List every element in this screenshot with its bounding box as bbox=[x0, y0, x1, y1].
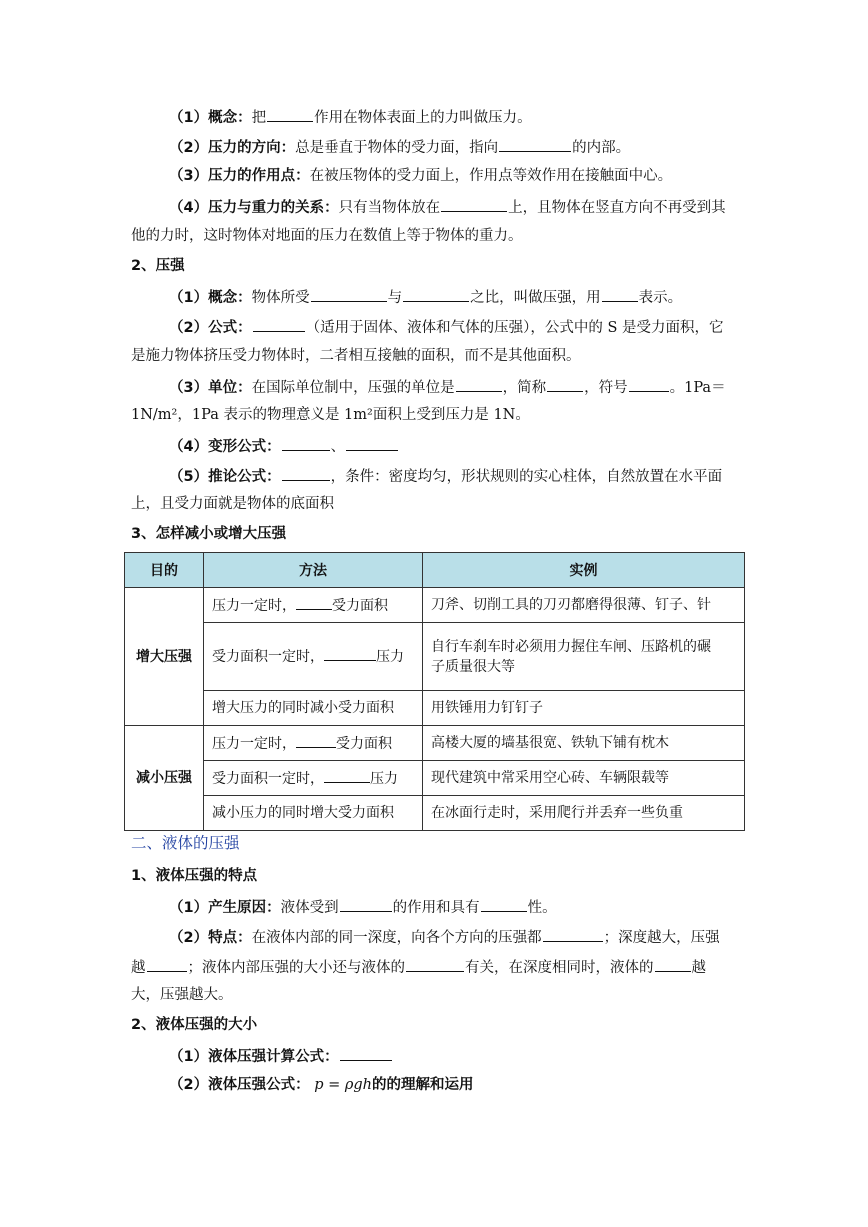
text: 只有当物体放在 bbox=[338, 200, 441, 216]
answer-blank[interactable] bbox=[543, 926, 603, 942]
header-example: 实例 bbox=[423, 553, 745, 588]
text: 压力一定时， bbox=[212, 597, 296, 614]
text: 压力一定时， bbox=[212, 735, 296, 752]
text: 压力 bbox=[370, 770, 398, 787]
liquid-formula-usage bbox=[169, 1075, 474, 1095]
example-cell: 高楼大厦的墙基很宽、铁轨下铺有枕木 bbox=[423, 726, 745, 761]
pressure-inferred-formula-cont bbox=[131, 494, 334, 514]
pressure-force-concept bbox=[169, 106, 532, 128]
header-purpose: 目的 bbox=[125, 553, 204, 588]
text: 。1Pa＝ bbox=[669, 380, 726, 396]
text: ，简称 bbox=[502, 380, 547, 396]
heading-pressure: 2、压强 bbox=[131, 258, 185, 274]
label: （2）公式： bbox=[169, 320, 252, 336]
text: 受力面积 bbox=[336, 735, 392, 752]
liquid-features-cont bbox=[131, 956, 706, 978]
label: （1）产生原因： bbox=[169, 900, 281, 916]
header-method: 方法 bbox=[204, 553, 423, 588]
text: 受力面积 bbox=[332, 597, 388, 614]
method-cell bbox=[204, 588, 423, 623]
method-cell: 增大压力的同时减小受力面积 bbox=[204, 691, 423, 726]
answer-blank[interactable] bbox=[481, 896, 527, 912]
label: （2）液体压强公式： bbox=[169, 1077, 310, 1093]
formula-p-rho-g-h: p = ρgh bbox=[314, 1077, 372, 1093]
answer-blank[interactable] bbox=[296, 595, 332, 610]
text: 越 bbox=[691, 960, 706, 976]
table-row bbox=[125, 623, 745, 691]
text: 受力面积一定时， bbox=[212, 770, 324, 787]
label: （4）压力与重力的关系： bbox=[169, 200, 339, 216]
text: 受力面积一定时， bbox=[212, 649, 324, 665]
text: 是施力物体挤压受力物体时，二者相互接触的面积，而不是其他面积。 bbox=[131, 348, 581, 364]
pressure-gravity-relation-cont bbox=[131, 226, 523, 246]
text: 在国际单位制中，压强的单位是 bbox=[251, 380, 455, 396]
label: （3）压力的作用点： bbox=[169, 168, 310, 184]
answer-blank[interactable] bbox=[340, 1045, 392, 1061]
answer-blank[interactable] bbox=[403, 286, 469, 302]
method-cell: 减小压力的同时增大受力面积 bbox=[204, 796, 423, 831]
answer-blank[interactable] bbox=[282, 465, 330, 481]
heading-liquid-magnitude: 2、液体压强的大小 bbox=[131, 1017, 258, 1033]
text: 物体所受 bbox=[251, 290, 310, 306]
table-row bbox=[125, 726, 745, 761]
pressure-formula-cont bbox=[131, 346, 581, 366]
method-cell bbox=[204, 623, 423, 691]
method-cell bbox=[204, 761, 423, 796]
answer-blank[interactable] bbox=[629, 376, 669, 392]
heading-liquid-features: 1、液体压强的特点 bbox=[131, 868, 258, 884]
text: 1N/m²，1Pa 表示的物理意义是 1m²面积上受到压力是 1N。 bbox=[131, 407, 530, 423]
answer-blank[interactable] bbox=[267, 106, 313, 122]
increase-pressure-cell: 增大压强 bbox=[125, 588, 204, 726]
label: （1）概念： bbox=[169, 290, 252, 306]
answer-blank[interactable] bbox=[296, 733, 336, 748]
text: ，符号 bbox=[584, 380, 628, 396]
text: 大，压强越大。 bbox=[131, 987, 233, 1003]
pressure-force-direction bbox=[169, 136, 630, 158]
text: ；深度越大，压强 bbox=[603, 930, 720, 946]
text: （适用于固体、液体和气体的压强），公式中的 S 是受力面积，它 bbox=[305, 320, 724, 336]
text: 液体受到 bbox=[280, 900, 339, 916]
liquid-calc-formula bbox=[169, 1045, 393, 1067]
text: 在液体内部的同一深度，向各个方向的压强都 bbox=[251, 930, 542, 946]
answer-blank[interactable] bbox=[406, 956, 464, 972]
answer-blank[interactable] bbox=[324, 646, 376, 661]
text: ；液体内部压强的大小还与液体的 bbox=[187, 960, 405, 976]
answer-blank[interactable] bbox=[602, 286, 638, 302]
table-row bbox=[125, 761, 745, 796]
pressure-derived-formulas bbox=[169, 435, 399, 457]
answer-blank[interactable] bbox=[340, 896, 392, 912]
text: 越 bbox=[131, 960, 146, 976]
pressure-inferred-formula bbox=[169, 465, 722, 487]
pressure-gravity-relation bbox=[169, 196, 726, 218]
text: 作用在物体表面上的力叫做压力。 bbox=[314, 110, 532, 126]
text: 性。 bbox=[527, 900, 557, 916]
pressure-force-point bbox=[169, 166, 672, 186]
table-row bbox=[125, 796, 745, 831]
answer-blank[interactable] bbox=[547, 376, 583, 392]
answer-blank[interactable] bbox=[147, 956, 187, 972]
label: （1）液体压强计算公式： bbox=[169, 1049, 339, 1065]
text: 表示。 bbox=[638, 290, 683, 306]
pressure-unit bbox=[169, 376, 726, 398]
answer-blank[interactable] bbox=[282, 435, 330, 451]
text: 与 bbox=[387, 290, 403, 306]
text: 的作用和具有 bbox=[392, 900, 480, 916]
text: 子质量很大等 bbox=[431, 658, 515, 675]
text: 自行车刹车时必须用力握住车闸、压路机的碾 bbox=[431, 638, 711, 655]
text: 他的力时，这时物体对地面的压力在数值上等于物体的重力。 bbox=[131, 228, 523, 244]
answer-blank[interactable] bbox=[311, 286, 387, 302]
heading-change-pressure: 3、怎样减小或增大压强 bbox=[131, 526, 287, 542]
example-cell: 现代建筑中常采用空心砖、车辆限载等 bbox=[423, 761, 745, 796]
label: （3）单位： bbox=[169, 380, 252, 396]
liquid-features-end bbox=[131, 985, 233, 1005]
answer-blank[interactable] bbox=[324, 768, 370, 783]
text: ，条件：密度均匀，形状规则的实心柱体，自然放置在水平面 bbox=[330, 469, 723, 485]
answer-blank[interactable] bbox=[441, 196, 507, 212]
decrease-pressure-cell: 减小压强 bbox=[125, 726, 204, 831]
text: 的内部。 bbox=[572, 140, 631, 156]
text: 上，且物体在竖直方向不再受到其 bbox=[508, 200, 726, 216]
label: （4）变形公式： bbox=[169, 439, 281, 455]
table-row bbox=[125, 691, 745, 726]
pressure-unit-cont bbox=[131, 405, 530, 425]
text: 有关，在深度相同时，液体的 bbox=[465, 960, 654, 976]
pressure-formula bbox=[169, 316, 724, 338]
example-cell bbox=[423, 623, 745, 691]
liquid-features bbox=[169, 926, 720, 948]
answer-blank[interactable] bbox=[655, 956, 691, 972]
text: 压力 bbox=[376, 649, 404, 665]
answer-blank[interactable] bbox=[456, 376, 502, 392]
pressure-concept bbox=[169, 286, 682, 308]
text: 上，且受力面就是物体的底面积 bbox=[131, 496, 334, 512]
text: 把 bbox=[251, 110, 267, 126]
example-cell: 用铁锤用力钉钉子 bbox=[423, 691, 745, 726]
label: （2）压力的方向： bbox=[169, 140, 296, 156]
text: 总是垂直于物体的受力面，指向 bbox=[295, 140, 499, 156]
label: （2）特点： bbox=[169, 930, 252, 946]
section-liquid-pressure: 二、液体的压强 bbox=[131, 834, 240, 852]
answer-blank[interactable] bbox=[346, 435, 398, 451]
table-row bbox=[125, 588, 745, 623]
table-header-row bbox=[125, 553, 745, 588]
label: （1）概念： bbox=[169, 110, 252, 126]
answer-blank[interactable] bbox=[253, 316, 305, 332]
liquid-cause bbox=[169, 896, 557, 918]
label: （5）推论公式： bbox=[169, 469, 281, 485]
example-cell: 在冰面行走时，采用爬行并丢弃一些负重 bbox=[423, 796, 745, 831]
text: 、 bbox=[330, 439, 346, 455]
text: 之比，叫做压强，用 bbox=[470, 290, 601, 306]
method-cell bbox=[204, 726, 423, 761]
text: 在被压物体的受力面上，作用点等效作用在接触面中心。 bbox=[309, 168, 673, 184]
example-cell: 刀斧、切削工具的刀刃都磨得很薄、钉子、针 bbox=[423, 588, 745, 623]
pressure-methods-table bbox=[124, 552, 745, 831]
answer-blank[interactable] bbox=[499, 136, 571, 152]
text: 的的理解和运用 bbox=[372, 1077, 474, 1093]
